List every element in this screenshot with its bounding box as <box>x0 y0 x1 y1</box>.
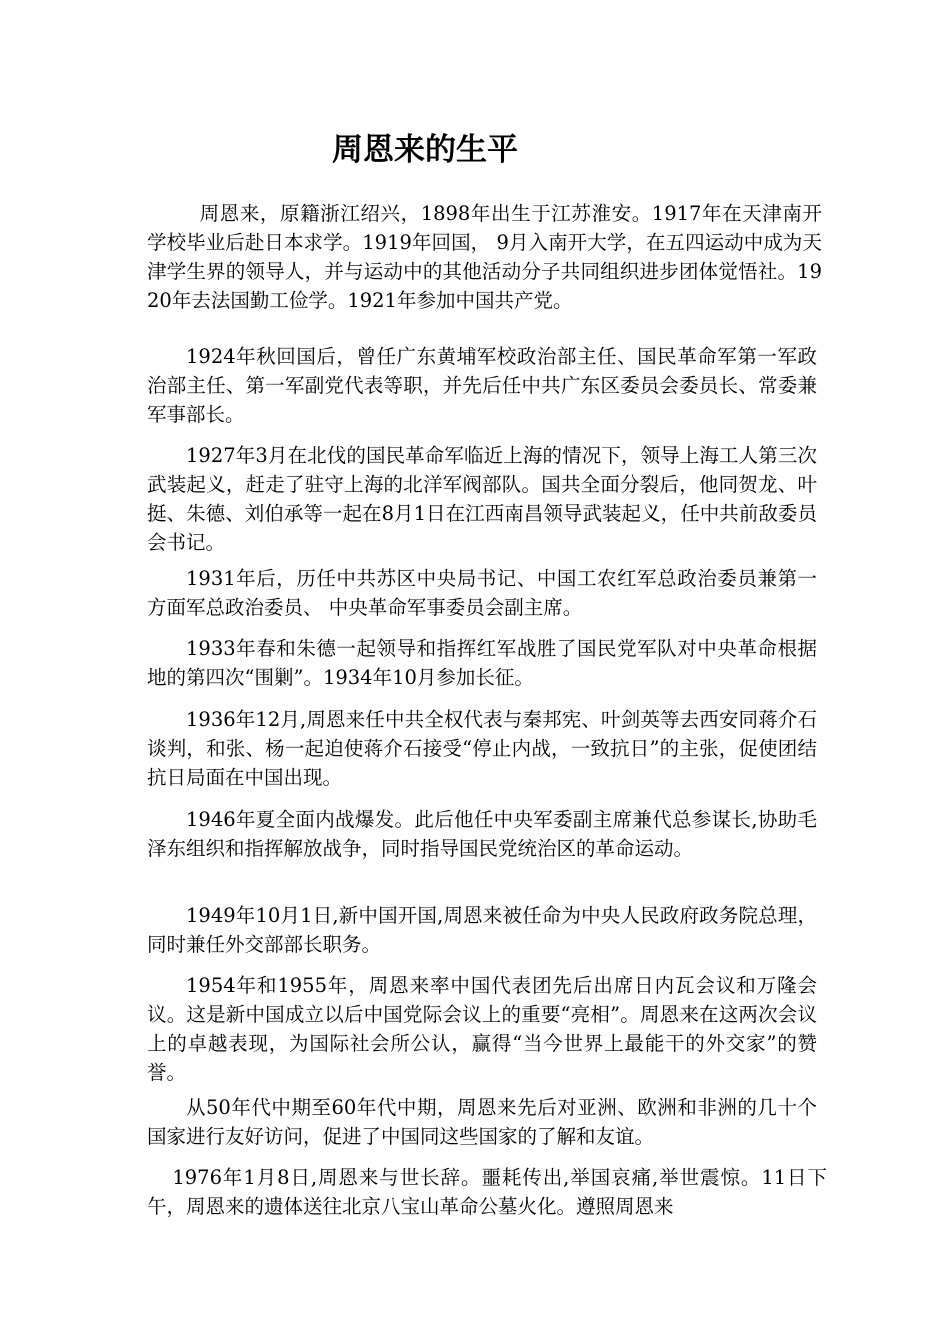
paragraph-10: 从50年代中期至60年代中期，周恩来先后对亚洲、欧洲和非洲的几十个国家进行友好访问，促进了中国同这些国家的了解和友谊。 <box>147 1096 817 1148</box>
paragraph-2: 1924年秋回国后，曾任广东黄埔军校政治部主任、国民革命军第一军政治部主任、第一军副党代表等职，并先后任中共广东区委员会委员长、常委兼军事部长。 <box>147 345 817 426</box>
paragraph-8: 1949年10月1日,新中国开国,周恩来被任命为中央人民政府政务院总理，同时兼任外交部部长职务。 <box>147 904 817 956</box>
paragraph-9: 1954年和1955年，周恩来率中国代表团先后出席日内瓦会议和万隆会议。这是新中国成立以后中国党际会议上的重要“亮相”。周恩来在这两次会议上的卓越表现，为国际社会所公认，赢得“当今世界上最能干的外交家”的赞誉。 <box>147 974 817 1084</box>
page-title: 周恩来的生平 <box>332 132 518 168</box>
paragraph-7: 1946年夏全面内战爆发。此后他任中央军委副主席兼代总参谋长,协助毛泽东组织和指挥解放战争，同时指导国民党统治区的革命运动。 <box>147 808 817 860</box>
paragraph-6: 1936年12月,周恩来任中共全权代表与秦邦宪、叶剑英等去西安同蒋介石谈判，和张、杨一起迫使蒋介石接受“停止内战，一致抗日”的主张，促使团结抗日局面在中国出现。 <box>147 708 817 789</box>
paragraph-11: 1976年1月8日,周恩来与世长辞。噩耗传出,举国哀痛,举世震惊。11日下午，周恩来的遗体送往北京八宝山革命公墓火化。遵照周恩来 <box>147 1166 827 1218</box>
paragraph-4: 1931年后，历任中共苏区中央局书记、中国工农红军总政治委员兼第一方面军总政治委员、 中央革命军事委员会副主席。 <box>147 567 817 619</box>
paragraph-3: 1927年3月在北伐的国民革命军临近上海的情况下，领导上海工人第三次武装起义，赶走了驻守上海的北洋军阀部队。国共全面分裂后，他同贺龙、叶挺、朱德、刘伯承等一起在8月1日在江西南昌领导武装起义，任中共前敌委员会书记。 <box>147 444 817 554</box>
paragraph-5: 1933年春和朱德一起领导和指挥红军战胜了国民党军队对中央革命根据地的第四次“围剿”。1934年10月参加长征。 <box>147 637 817 689</box>
paragraph-1: 周恩来，原籍浙江绍兴，1898年出生于江苏淮安。1917年在天津南开学校毕业后赴日本求学。1919年回国， 9月入南开大学，在五四运动中成为天津学生界的领导人，并与运动中的其他活动分子共同组织进步团体觉悟社。1920年去法国勤工俭学。1921年参加中国共产党。 <box>147 202 822 312</box>
